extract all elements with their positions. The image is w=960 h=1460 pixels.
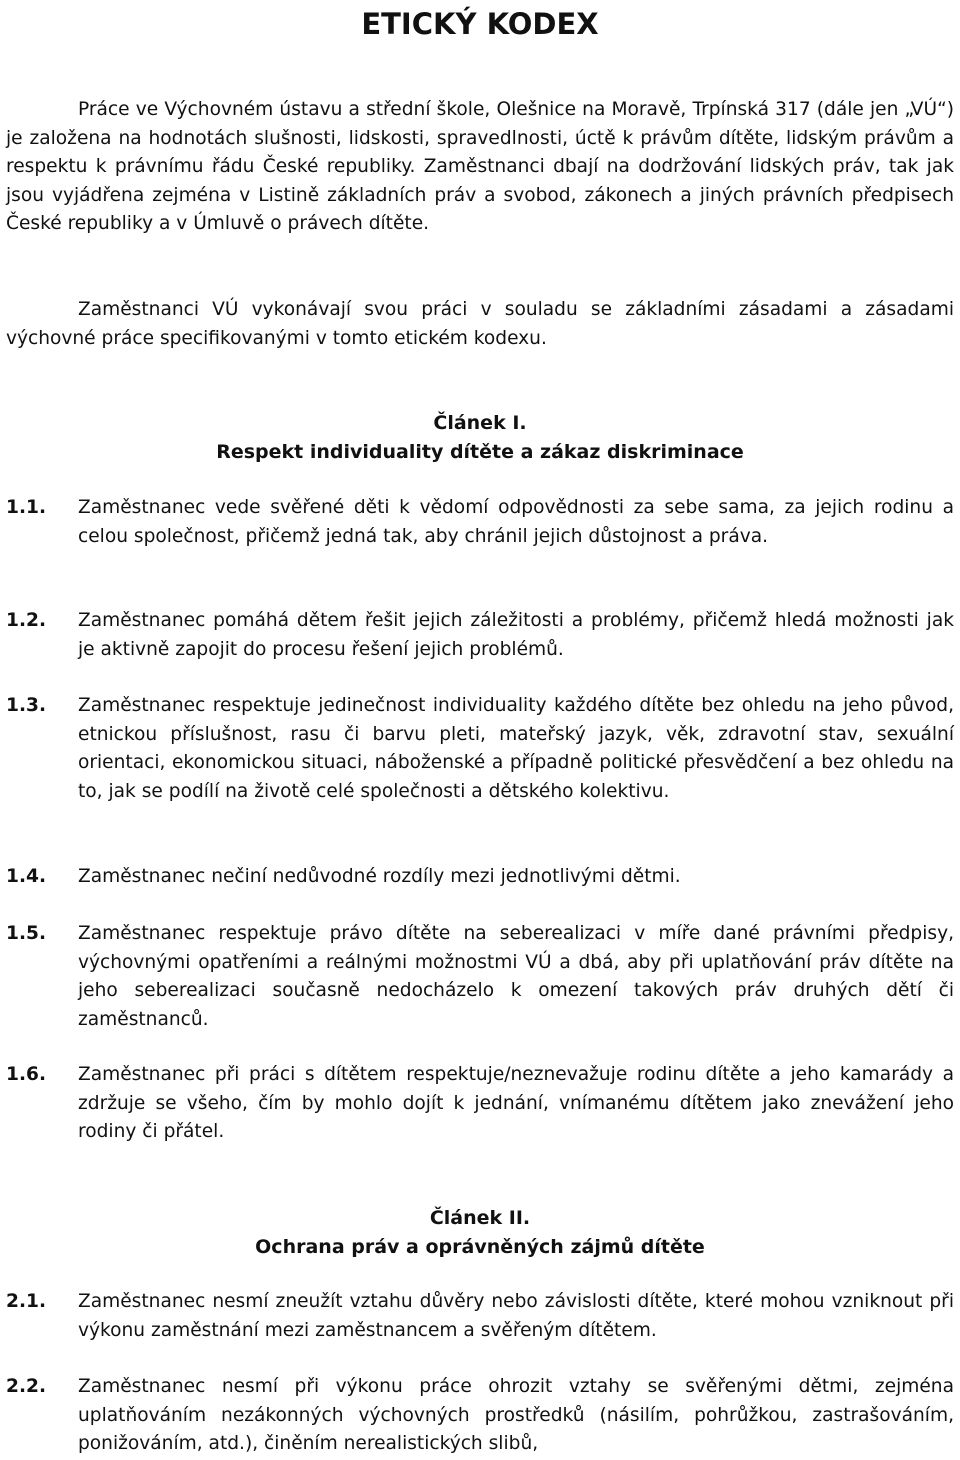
clause-number: 1.3. xyxy=(6,695,47,716)
article-2-label: Článek II. xyxy=(429,1207,531,1229)
clause-number: 1.4. xyxy=(6,866,47,887)
article-1-title: Respekt individuality dítěte a zákaz diskriminace xyxy=(216,441,744,463)
clause-text: Zaměstnanec při práci s dítětem respektuje/neznevažuje rodinu dítěte a jeho kamarády a zdržuje se všeho, čím by mohlo dojít k jednání, vnímanému dítětem jako znevážení jeho rodiny či přátel. xyxy=(78,1064,954,1142)
clause-text: Zaměstnanec respektuje právo dítěte na seberealizaci v míře dané právními předpisy, výchovnými opatřeními a reálnými možnostmi VÚ a dbá, aby při uplatňování práv dítěte na jeho seberealizaci současně nedocházelo k omezení takových práv druhých dětí či zaměstnanců. xyxy=(78,923,954,1030)
clause-text: Zaměstnanec nečiní nedůvodné rozdíly mezi jednotlivými dětmi. xyxy=(78,866,681,887)
clause-number: 1.1. xyxy=(6,497,47,518)
intro-paragraph-1-text: Práce ve Výchovném ústavu a střední škole, Olešnice na Moravě, Trpínská 317 (dále jen „VÚ“) je založena na hodnotách slušnosti, lidskosti, spravedlnosti, úctě k právům dítěte, lidským právům a respektu k právnímu řádu České republiky. Zaměstnanci dbají na dodržování lidských práv, tak jak jsou vyjádřena zejména v Listině základních práv a svobod, zákonech a jiných právních předpisech České republiky a v Úmluvě o právech dítěte. xyxy=(6,99,954,234)
intro-paragraph-1 xyxy=(6,96,954,239)
clause-number: 2.1. xyxy=(6,1291,47,1312)
intro-paragraph-2 xyxy=(6,296,954,353)
clause-number: 1.6. xyxy=(6,1064,47,1085)
clause-1-2 xyxy=(6,607,954,664)
clause-1-3 xyxy=(6,692,954,806)
clause-number: 1.2. xyxy=(6,610,47,631)
clause-1-6 xyxy=(6,1061,954,1147)
clause-2-1 xyxy=(6,1288,954,1345)
clause-1-4 xyxy=(6,863,954,892)
clause-1-1 xyxy=(6,494,954,551)
clause-text: Zaměstnanec nesmí při výkonu práce ohrozit vztahy se svěřenými dětmi, zejména uplatňováním nezákonných výchovných prostředků (násilím, pohrůžkou, zastrašováním, ponižováním, atd.), činěním nerealistických slibů, xyxy=(78,1376,954,1454)
article-1-label: Článek I. xyxy=(433,412,527,434)
clause-text: Zaměstnanec respektuje jedinečnost individuality každého dítěte bez ohledu na jeho původ, etnickou příslušnost, rasu či barvu pleti, mateřský jazyk, věk, zdravotní stav, sexuální orientaci, ekonomickou situaci, náboženské a případně politické přesvědčení a bez ohledu na to, jak se podílí na životě celé společnosti a dětského kolektivu. xyxy=(78,695,954,802)
clause-1-5 xyxy=(6,920,954,1034)
clause-text: Zaměstnanec vede svěřené děti k vědomí odpovědnosti za sebe sama, za jejich rodinu a celou společnost, přičemž jedná tak, aby chránil jejich důstojnost a práva. xyxy=(78,497,954,547)
clause-text: Zaměstnanec pomáhá dětem řešit jejich záležitosti a problémy, přičemž hledá možnosti jak je aktivně zapojit do procesu řešení jejich problémů. xyxy=(78,610,954,660)
document-title: ETICKÝ KODEX xyxy=(361,7,599,41)
clause-number: 1.5. xyxy=(6,923,47,944)
clause-text: Zaměstnanec nesmí zneužít vztahu důvěry nebo závislosti dítěte, které mohou vzniknout při výkonu zaměstnání mezi zaměstnancem a svěřeným dítětem. xyxy=(78,1291,954,1341)
clause-2-2 xyxy=(6,1373,954,1459)
clause-number: 2.2. xyxy=(6,1376,47,1397)
article-2-title: Ochrana práv a oprávněných zájmů dítěte xyxy=(255,1236,705,1258)
intro-paragraph-2-text: Zaměstnanci VÚ vykonávají svou práci v souladu se základními zásadami a zásadami výchovné práce specifikovanými v tomto etickém kodexu. xyxy=(6,299,954,349)
